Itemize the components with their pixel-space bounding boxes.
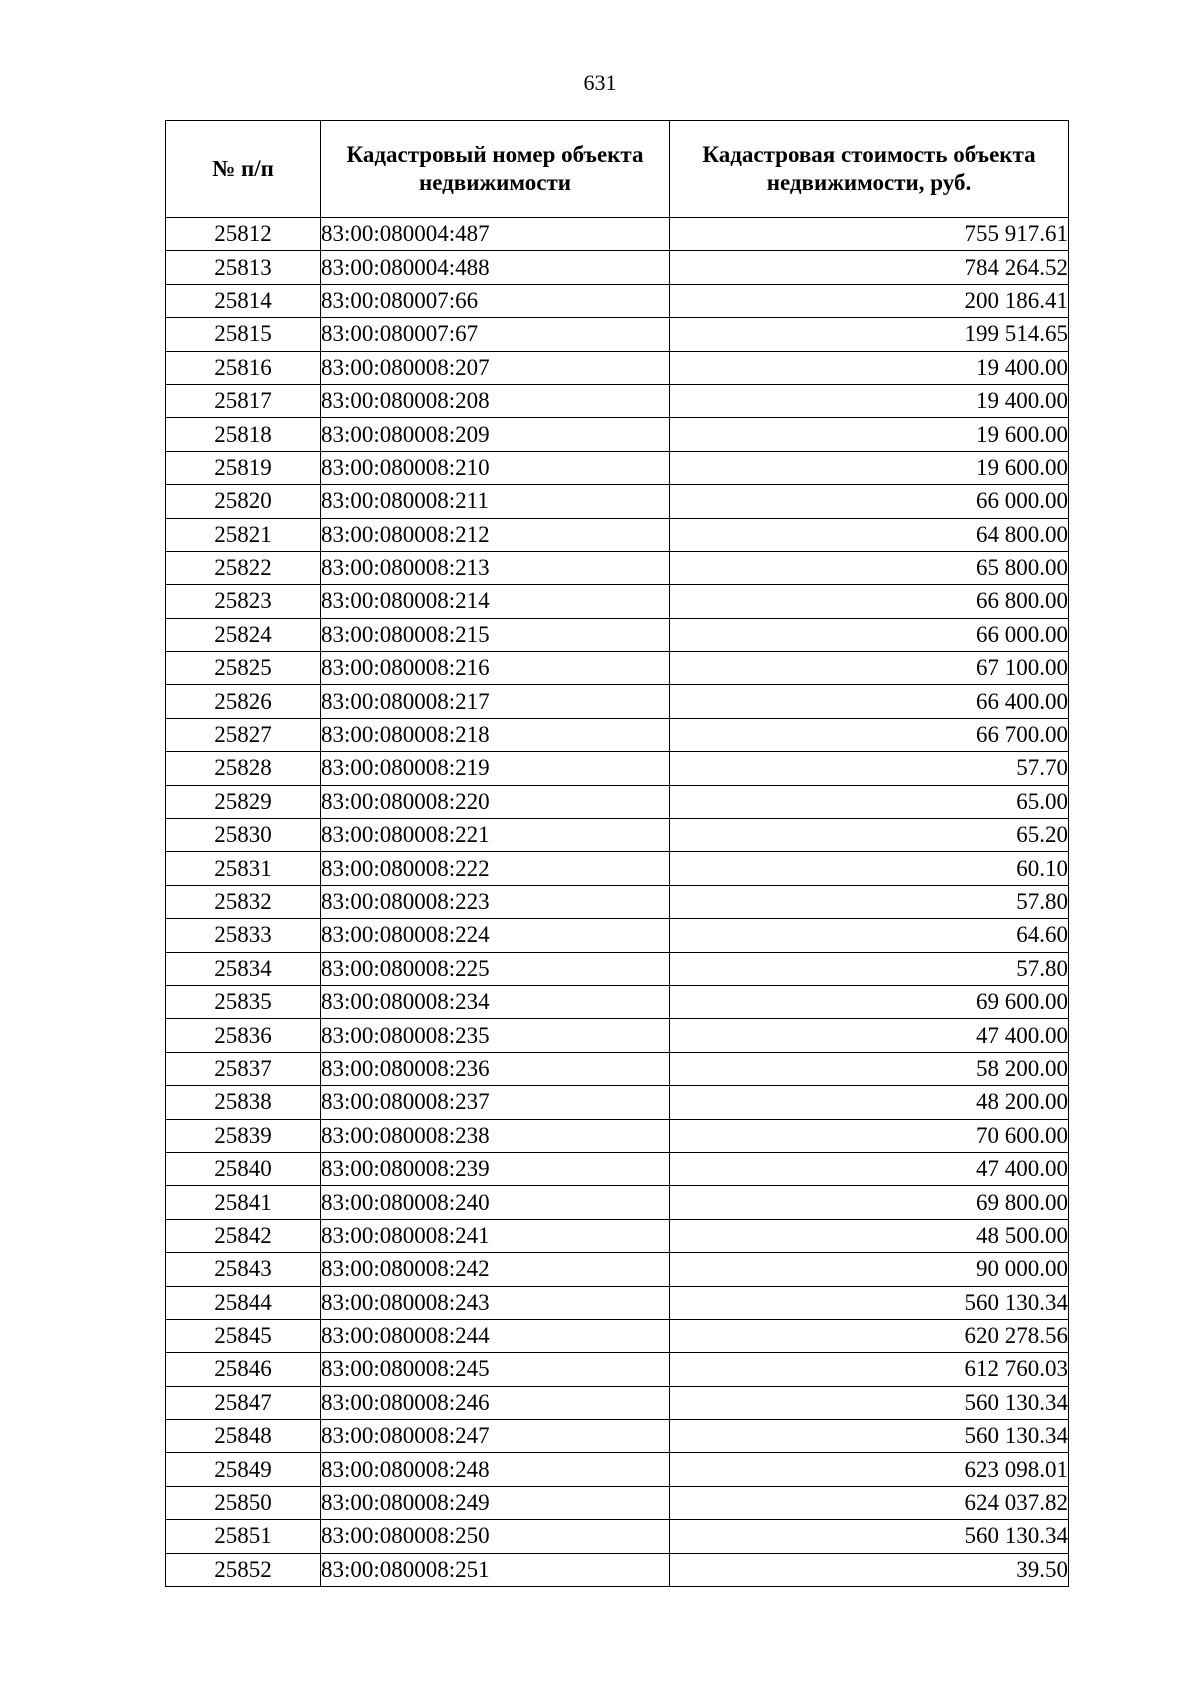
cadastral-number-cell: 83:00:080008:245 xyxy=(321,1353,670,1386)
cadastral-number-cell: 83:00:080008:216 xyxy=(321,652,670,685)
cadastral-number-cell: 83:00:080008:218 xyxy=(321,718,670,751)
row-number-cell: 25835 xyxy=(166,985,321,1018)
row-number-cell: 25817 xyxy=(166,384,321,417)
table-row xyxy=(166,985,1069,1018)
cadastral-value-cell: 560 130.34 xyxy=(670,1386,1069,1419)
cadastral-value-cell: 70 600.00 xyxy=(670,1119,1069,1152)
cadastral-value-table xyxy=(165,120,1069,1587)
row-number-cell: 25820 xyxy=(166,485,321,518)
cadastral-number-cell: 83:00:080008:242 xyxy=(321,1253,670,1286)
cadastral-number-cell: 83:00:080008:209 xyxy=(321,418,670,451)
cadastral-number-cell: 83:00:080008:251 xyxy=(321,1553,670,1586)
row-number-cell: 25852 xyxy=(166,1553,321,1586)
table-row xyxy=(166,418,1069,451)
cadastral-value-cell: 90 000.00 xyxy=(670,1253,1069,1286)
row-number-cell: 25842 xyxy=(166,1219,321,1252)
cadastral-number-cell: 83:00:080008:210 xyxy=(321,451,670,484)
row-number-cell: 25831 xyxy=(166,852,321,885)
table-row xyxy=(166,718,1069,751)
cadastral-number-cell: 83:00:080008:207 xyxy=(321,351,670,384)
cadastral-value-cell: 64 800.00 xyxy=(670,518,1069,551)
cadastral-value-cell: 66 000.00 xyxy=(670,618,1069,651)
cadastral-value-cell: 19 400.00 xyxy=(670,351,1069,384)
cadastral-number-cell: 83:00:080008:223 xyxy=(321,885,670,918)
table-row xyxy=(166,652,1069,685)
row-number-cell: 25825 xyxy=(166,652,321,685)
table-row xyxy=(166,1052,1069,1085)
row-number-cell: 25834 xyxy=(166,952,321,985)
cadastral-value-cell: 47 400.00 xyxy=(670,1152,1069,1185)
cadastral-value-cell: 200 186.41 xyxy=(670,284,1069,317)
cadastral-value-cell: 66 700.00 xyxy=(670,718,1069,751)
cadastral-value-cell: 66 400.00 xyxy=(670,685,1069,718)
cadastral-value-cell: 48 500.00 xyxy=(670,1219,1069,1252)
row-number-cell: 25846 xyxy=(166,1353,321,1386)
cadastral-value-cell: 755 917.61 xyxy=(670,218,1069,251)
cadastral-value-cell: 624 037.82 xyxy=(670,1486,1069,1519)
table-row xyxy=(166,1186,1069,1219)
cadastral-value-cell: 66 800.00 xyxy=(670,585,1069,618)
cadastral-value-cell: 560 130.34 xyxy=(670,1520,1069,1553)
cadastral-value-cell: 66 000.00 xyxy=(670,485,1069,518)
table-row xyxy=(166,351,1069,384)
table-body xyxy=(166,218,1069,1587)
cadastral-number-cell: 83:00:080008:220 xyxy=(321,785,670,818)
cadastral-value-cell: 19 400.00 xyxy=(670,384,1069,417)
row-number-cell: 25832 xyxy=(166,885,321,918)
table-row xyxy=(166,1453,1069,1486)
page-number: 631 xyxy=(583,70,617,95)
cadastral-number-cell: 83:00:080004:487 xyxy=(321,218,670,251)
row-number-cell: 25815 xyxy=(166,318,321,351)
table-row xyxy=(166,384,1069,417)
cadastral-number-cell: 83:00:080008:222 xyxy=(321,852,670,885)
table-row xyxy=(166,1152,1069,1185)
table-row xyxy=(166,785,1069,818)
cadastral-number-cell: 83:00:080008:246 xyxy=(321,1386,670,1419)
row-number-cell: 25827 xyxy=(166,718,321,751)
cadastral-value-cell: 784 264.52 xyxy=(670,251,1069,284)
cadastral-number-cell: 83:00:080008:244 xyxy=(321,1319,670,1352)
row-number-cell: 25830 xyxy=(166,819,321,852)
row-number-cell: 25845 xyxy=(166,1319,321,1352)
table-row xyxy=(166,1553,1069,1586)
table-row xyxy=(166,451,1069,484)
cadastral-number-cell: 83:00:080007:67 xyxy=(321,318,670,351)
table-row xyxy=(166,284,1069,317)
row-number-cell: 25826 xyxy=(166,685,321,718)
table-row xyxy=(166,1019,1069,1052)
row-number-cell: 25850 xyxy=(166,1486,321,1519)
table-row xyxy=(166,585,1069,618)
row-number-cell: 25844 xyxy=(166,1286,321,1319)
cadastral-number-cell: 83:00:080008:249 xyxy=(321,1486,670,1519)
table-row xyxy=(166,251,1069,284)
cadastral-number-cell: 83:00:080008:214 xyxy=(321,585,670,618)
row-number-cell: 25848 xyxy=(166,1420,321,1453)
cadastral-value-cell: 199 514.65 xyxy=(670,318,1069,351)
cadastral-value-cell: 57.80 xyxy=(670,885,1069,918)
cadastral-value-cell: 67 100.00 xyxy=(670,652,1069,685)
cadastral-number-cell: 83:00:080008:213 xyxy=(321,551,670,584)
row-number-cell: 25843 xyxy=(166,1253,321,1286)
table-row xyxy=(166,1353,1069,1386)
table-row xyxy=(166,1119,1069,1152)
cadastral-value-cell: 623 098.01 xyxy=(670,1453,1069,1486)
cadastral-number-cell: 83:00:080008:235 xyxy=(321,1019,670,1052)
cadastral-number-cell: 83:00:080008:211 xyxy=(321,485,670,518)
cadastral-number-cell: 83:00:080008:239 xyxy=(321,1152,670,1185)
cadastral-value-cell: 19 600.00 xyxy=(670,418,1069,451)
cadastral-number-cell: 83:00:080008:219 xyxy=(321,752,670,785)
cadastral-value-cell: 65.00 xyxy=(670,785,1069,818)
table-row xyxy=(166,1486,1069,1519)
cadastral-value-cell: 58 200.00 xyxy=(670,1052,1069,1085)
row-number-cell: 25818 xyxy=(166,418,321,451)
cadastral-value-cell: 65.20 xyxy=(670,819,1069,852)
row-number-cell: 25836 xyxy=(166,1019,321,1052)
cadastral-number-cell: 83:00:080007:66 xyxy=(321,284,670,317)
cadastral-value-cell: 65 800.00 xyxy=(670,551,1069,584)
cadastral-value-cell: 612 760.03 xyxy=(670,1353,1069,1386)
cadastral-number-cell: 83:00:080008:250 xyxy=(321,1520,670,1553)
table-row xyxy=(166,1086,1069,1119)
cadastral-value-cell: 60.10 xyxy=(670,852,1069,885)
table-row xyxy=(166,1386,1069,1419)
cadastral-number-cell: 83:00:080008:215 xyxy=(321,618,670,651)
table-header xyxy=(166,121,1069,218)
row-number-cell: 25814 xyxy=(166,284,321,317)
table-row xyxy=(166,1219,1069,1252)
cadastral-value-cell: 19 600.00 xyxy=(670,451,1069,484)
cadastral-number-cell: 83:00:080008:247 xyxy=(321,1420,670,1453)
table-row xyxy=(166,485,1069,518)
cadastral-number-cell: 83:00:080008:234 xyxy=(321,985,670,1018)
header-cadastral-number: Кадастровый номер объекта недвижимости xyxy=(321,121,670,218)
cadastral-number-cell: 83:00:080008:224 xyxy=(321,919,670,952)
row-number-cell: 25839 xyxy=(166,1119,321,1152)
cadastral-number-cell: 83:00:080008:241 xyxy=(321,1219,670,1252)
table-row xyxy=(166,1520,1069,1553)
cadastral-number-cell: 83:00:080008:212 xyxy=(321,518,670,551)
table-row xyxy=(166,919,1069,952)
header-cadastral-value: Кадастровая стоимость объекта недвижимости, руб. xyxy=(670,121,1069,218)
cadastral-value-cell: 64.60 xyxy=(670,919,1069,952)
row-number-cell: 25847 xyxy=(166,1386,321,1419)
cadastral-number-cell: 83:00:080008:225 xyxy=(321,952,670,985)
row-number-cell: 25813 xyxy=(166,251,321,284)
row-number-cell: 25833 xyxy=(166,919,321,952)
row-number-cell: 25822 xyxy=(166,551,321,584)
cadastral-value-cell: 560 130.34 xyxy=(670,1420,1069,1453)
table-row xyxy=(166,218,1069,251)
cadastral-value-cell: 560 130.34 xyxy=(670,1286,1069,1319)
cadastral-number-cell: 83:00:080004:488 xyxy=(321,251,670,284)
row-number-cell: 25838 xyxy=(166,1086,321,1119)
table-row xyxy=(166,752,1069,785)
cadastral-value-cell: 57.70 xyxy=(670,752,1069,785)
cadastral-number-cell: 83:00:080008:243 xyxy=(321,1286,670,1319)
cadastral-value-cell: 620 278.56 xyxy=(670,1319,1069,1352)
table-row xyxy=(166,551,1069,584)
cadastral-value-cell: 69 800.00 xyxy=(670,1186,1069,1219)
cadastral-number-cell: 83:00:080008:221 xyxy=(321,819,670,852)
row-number-cell: 25821 xyxy=(166,518,321,551)
row-number-cell: 25816 xyxy=(166,351,321,384)
cadastral-number-cell: 83:00:080008:240 xyxy=(321,1186,670,1219)
cadastral-value-cell: 48 200.00 xyxy=(670,1086,1069,1119)
cadastral-number-cell: 83:00:080008:208 xyxy=(321,384,670,417)
row-number-cell: 25828 xyxy=(166,752,321,785)
table-row xyxy=(166,618,1069,651)
table-row xyxy=(166,685,1069,718)
cadastral-number-cell: 83:00:080008:217 xyxy=(321,685,670,718)
row-number-cell: 25841 xyxy=(166,1186,321,1219)
row-number-cell: 25837 xyxy=(166,1052,321,1085)
cadastral-value-cell: 57.80 xyxy=(670,952,1069,985)
cadastral-value-cell: 47 400.00 xyxy=(670,1019,1069,1052)
cadastral-value-cell: 39.50 xyxy=(670,1553,1069,1586)
cadastral-number-cell: 83:00:080008:248 xyxy=(321,1453,670,1486)
header-row-number: № п/п xyxy=(166,121,321,218)
table-row xyxy=(166,1253,1069,1286)
row-number-cell: 25851 xyxy=(166,1520,321,1553)
table-row xyxy=(166,1286,1069,1319)
header-row xyxy=(166,121,1069,218)
cadastral-value-cell: 69 600.00 xyxy=(670,985,1069,1018)
row-number-cell: 25840 xyxy=(166,1152,321,1185)
table-row xyxy=(166,318,1069,351)
cadastral-number-cell: 83:00:080008:238 xyxy=(321,1119,670,1152)
table-row xyxy=(166,819,1069,852)
row-number-cell: 25824 xyxy=(166,618,321,651)
cadastral-number-cell: 83:00:080008:237 xyxy=(321,1086,670,1119)
row-number-cell: 25819 xyxy=(166,451,321,484)
table-row xyxy=(166,852,1069,885)
table-row xyxy=(166,885,1069,918)
cadastral-number-cell: 83:00:080008:236 xyxy=(321,1052,670,1085)
table-row xyxy=(166,1420,1069,1453)
table-row xyxy=(166,518,1069,551)
row-number-cell: 25812 xyxy=(166,218,321,251)
row-number-cell: 25849 xyxy=(166,1453,321,1486)
row-number-cell: 25829 xyxy=(166,785,321,818)
table-row xyxy=(166,952,1069,985)
row-number-cell: 25823 xyxy=(166,585,321,618)
table-row xyxy=(166,1319,1069,1352)
